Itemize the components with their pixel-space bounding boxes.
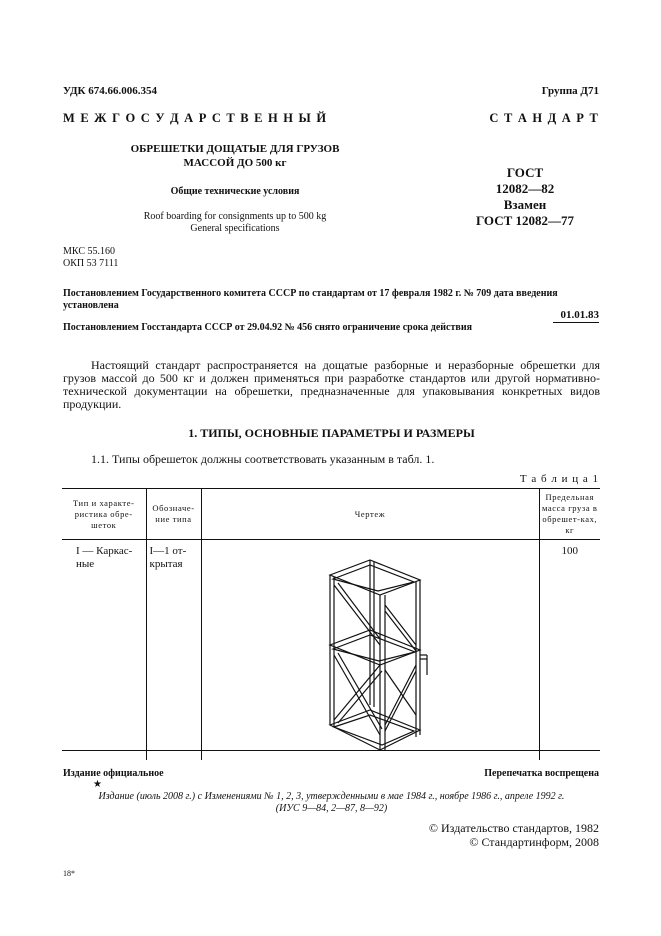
decree-date-underline (553, 322, 599, 323)
table-bottom-rule (62, 750, 600, 751)
row-mass: 100 (539, 540, 600, 761)
row-type: I — Каркас-ные (76, 545, 133, 570)
header-mass: Предельная масса груза в обрешет-ках, кг (539, 489, 600, 540)
row-drawing-cell (201, 540, 539, 761)
title-english-2: General specifications (190, 223, 280, 234)
header-designation: Обозначе-ние типа (146, 489, 201, 540)
gost-replaces: Взамен (503, 197, 547, 212)
clause-1-1: 1.1. Типы обрешеток должны соответствовать указанным в табл. 1. (91, 452, 435, 466)
gost-label: ГОСТ (506, 165, 544, 180)
reprint-notice: Перепечатка воспрещена (484, 768, 599, 779)
decree-date: 01.01.83 (560, 309, 599, 321)
star-mark: ★ (93, 779, 102, 790)
mks-code: МКС 55.160 (63, 246, 115, 257)
title-line-1: ОБРЕШЕТКИ ДОЩАТЫЕ ДЛЯ ГРУЗОВ (130, 143, 340, 155)
okp-code: ОКП 53 7111 (63, 258, 119, 269)
header-drawing: Чертеж (201, 489, 539, 540)
edition-line-2: (ИУС 9—84, 2—87, 8—92) (275, 803, 388, 814)
gost-old-number: ГОСТ 12082—77 (475, 213, 575, 228)
udk-code: УДК 674.66.006.354 (63, 85, 158, 97)
table-caption: Т а б л и ц а 1 (519, 473, 599, 485)
copyright-2: © Стандартинформ, 2008 (469, 835, 599, 849)
title-english-1: Roof boarding for consignments up to 500 kg (143, 211, 327, 222)
group-code: Группа Д71 (541, 85, 599, 97)
decree-line-1: Постановлением Государственного комитета СССР по стандартам от 17 февраля 1982 г. № 709 дата введения (63, 288, 558, 299)
decree-line-3: Постановлением Госстандарта СССР от 29.04.92 № 456 снято ограничение срока действия (63, 322, 472, 333)
standard-heading: С Т А Н Д А Р Т (489, 111, 599, 125)
crate-drawing (300, 555, 440, 755)
copyright-1: © Издательство стандартов, 1982 (428, 821, 599, 835)
section-heading: 1. ТИПЫ, ОСНОВНЫЕ ПАРАМЕТРЫ И РАЗМЕРЫ (188, 426, 475, 440)
title-line-2: МАССОЙ ДО 500 кг (183, 157, 287, 169)
official-edition: Издание официальное (63, 768, 164, 779)
decree-line-2: установлена (63, 300, 119, 311)
edition-line-1: Издание (июль 2008 г.) с Изменениями № 1, 2, 3, утвержденными в мае 1984 г., ноябре 1986 г., апреле 1992 г. (98, 791, 565, 802)
page-number: 18* (63, 869, 75, 878)
header-type: Тип и характе-ристика обре-шеток (62, 489, 146, 540)
gost-number: 12082—82 (495, 181, 555, 196)
row-designation: I—1 от-крытая (146, 540, 201, 761)
title-subtitle: Общие технические условия (170, 186, 300, 197)
interstate-heading: М Е Ж Г О С У Д А Р С Т В Е Н Н Ы Й (63, 111, 328, 125)
intro-paragraph: Настоящий стандарт распространяется на дощатые разборные и неразборные обрешетки для грузов массой до 500 кг и должен применяться при разработке стандартов или другой нормативно-технической документации на обрешетки, предназначенные для упаковывания конкретных видов продукции. (63, 358, 600, 411)
types-table (62, 488, 600, 760)
